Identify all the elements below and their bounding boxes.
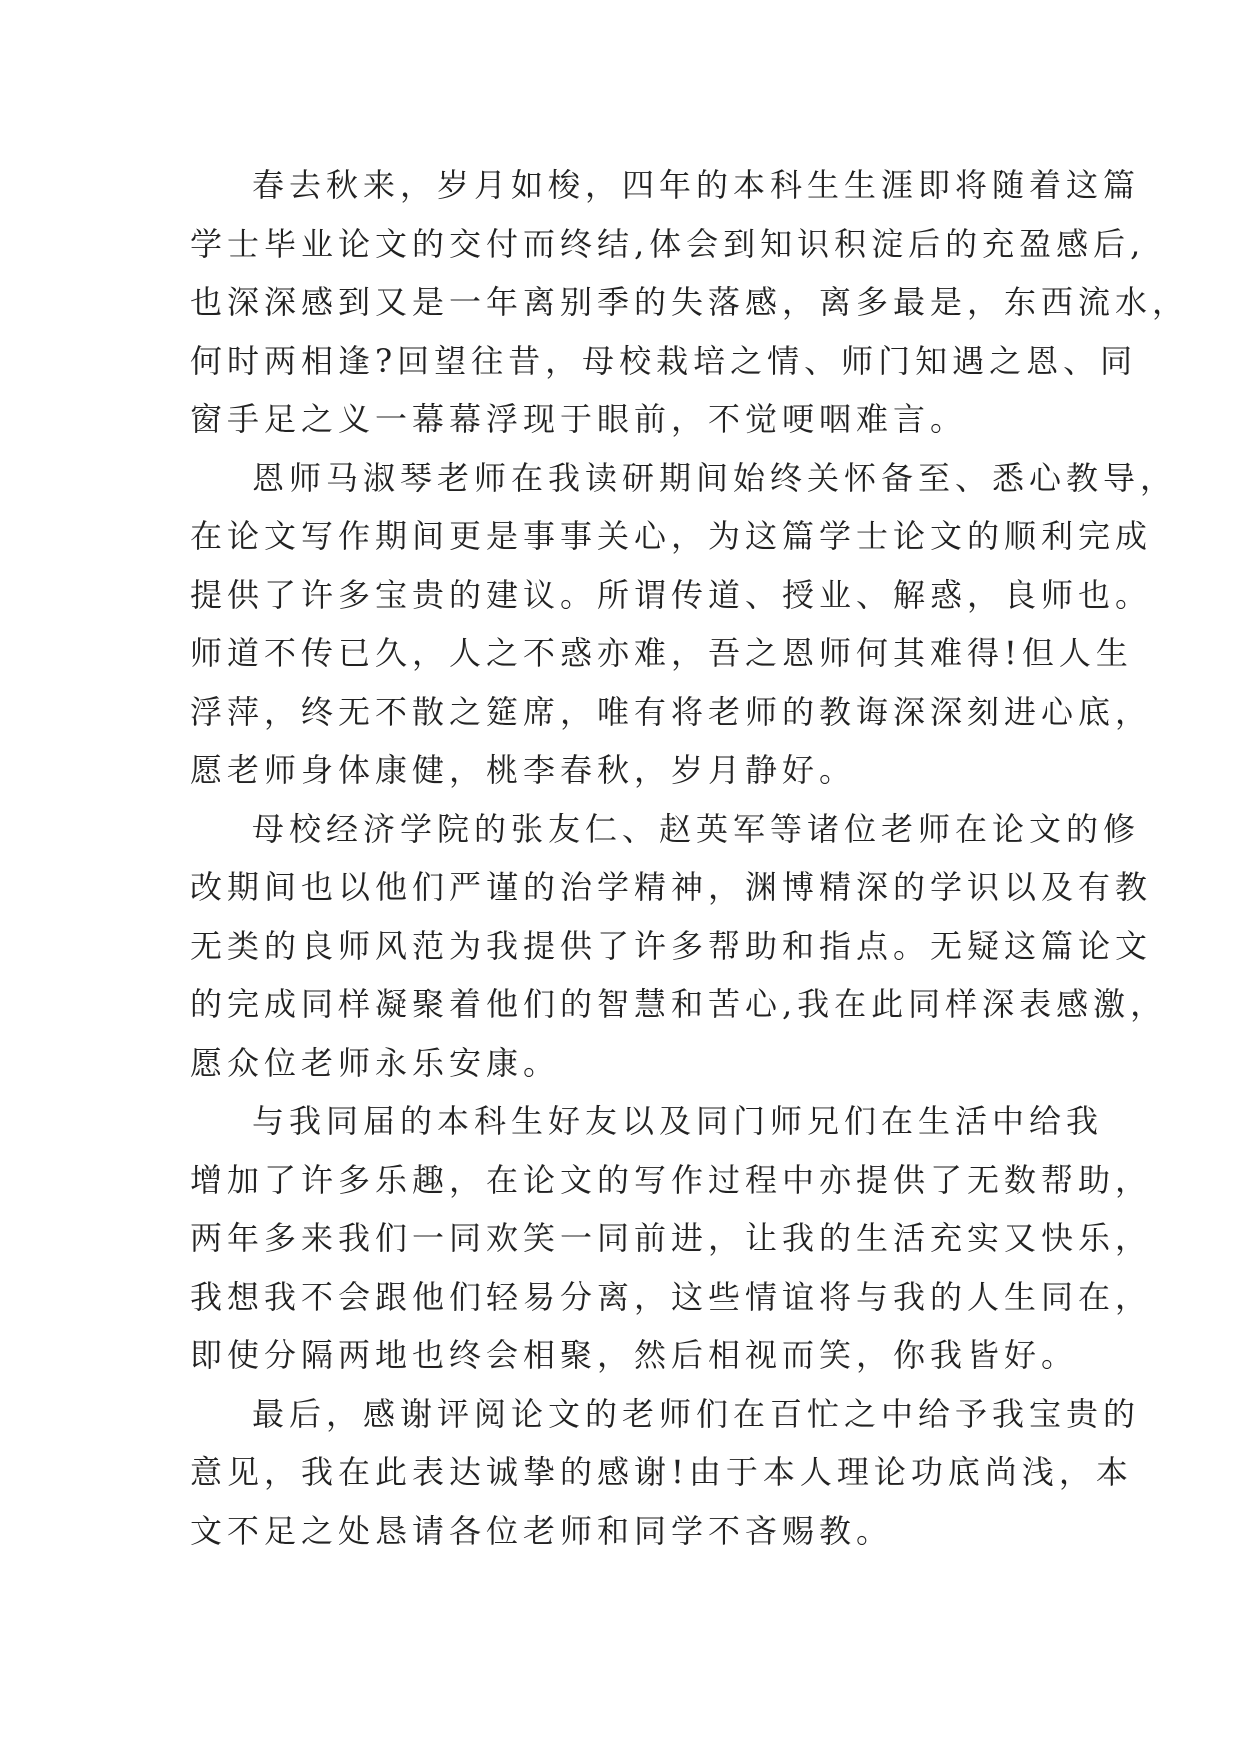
paragraph-5 [190, 1385, 1141, 1561]
text-line: 改期间也以他们严谨的治学精神，渊博精深的学识以及有教 [190, 868, 1153, 906]
text-line: 愿老师身体康健，桃李春秋，岁月静好。 [190, 751, 857, 789]
text-line: 恩师马淑琴老师在我读研期间始终关怀备至、悉心教导， [252, 458, 1178, 497]
text-line: 增加了许多乐趣，在论文的写作过程中亦提供了无数帮助， [190, 1160, 1153, 1199]
text-line: 的完成同样凝聚着他们的智慧和苦心,我在此同样深表感激， [190, 985, 1168, 1023]
acknowledgement-text [190, 156, 1190, 1560]
text-line: 即使分隔两地也终会相聚，然后相视而笑，你我皆好。 [190, 1336, 1079, 1374]
text-line: 师道不传已久，人之不惑亦难，吾之恩师何其难得!但人生 [190, 634, 1133, 672]
text-line: 何时两相逢?回望往昔，母校栽培之情、师门知遇之恩、同 [190, 341, 1138, 380]
text-line: 提供了许多宝贵的建议。所谓传道、授业、解惑，良师也。 [190, 575, 1153, 614]
text-line: 两年多来我们一同欢笑一同前进，让我的生活充实又快乐， [190, 1219, 1153, 1257]
text-line: 愿众位老师永乐安康。 [190, 1043, 561, 1082]
paragraph-4 [190, 1092, 1153, 1385]
text-line: 文不足之处恳请各位老师和同学不吝赐教。 [190, 1511, 894, 1550]
text-line: 春去秋来，岁月如梭，四年的本科生生涯即将随着这篇 [252, 166, 1141, 204]
text-line: 我想我不会跟他们轻易分离，这些情谊将与我的人生同在， [190, 1277, 1153, 1316]
text-line: 最后，感谢评阅论文的老师们在百忙之中给予我宝贵的 [252, 1394, 1141, 1433]
paragraph-3 [190, 800, 1168, 1093]
text-line: 母校经济学院的张友仁、赵英军等诸位老师在论文的修 [252, 809, 1141, 848]
paragraph-1 [190, 156, 1190, 449]
text-line: 无类的良师风范为我提供了许多帮助和指点。无疑这篇论文 [190, 926, 1153, 965]
text-line: 学士毕业论文的交付而终结,体会到知识积淀后的充盈感后, [190, 224, 1146, 263]
text-line: 也深深感到又是一年离别季的失落感，离多最是，东西流水， [190, 283, 1190, 321]
text-line: 与我同届的本科生好友以及同门师兄们在生活中给我 [252, 1102, 1104, 1140]
text-line: 在论文写作期间更是事事关心，为这篇学士论文的顺利完成 [190, 517, 1153, 555]
text-line: 窗手足之义一幕幕浮现于眼前，不觉哽咽难言。 [190, 400, 968, 438]
text-line: 浮萍，终无不散之筵席，唯有将老师的教诲深深刻进心底， [190, 692, 1153, 731]
paragraph-2 [190, 449, 1178, 800]
text-line: 意见，我在此表达诚挚的感谢!由于本人理论功底尚浅，本 [190, 1453, 1133, 1491]
